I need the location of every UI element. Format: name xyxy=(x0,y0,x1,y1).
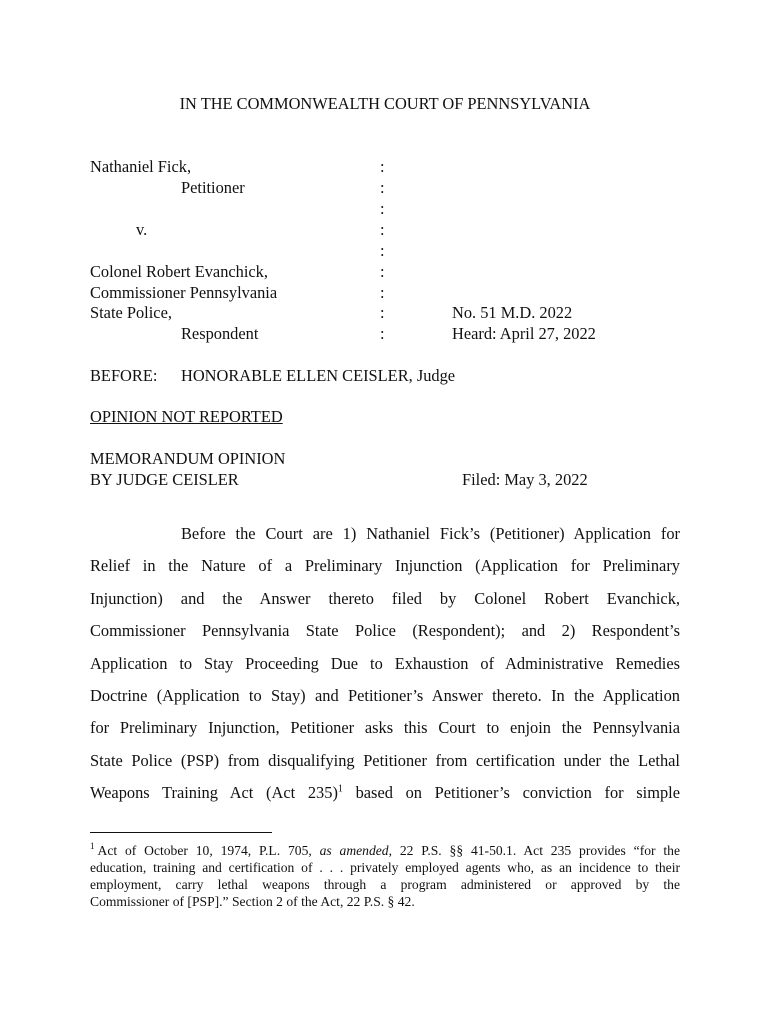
caption-colon: : xyxy=(380,241,385,260)
respondent-name: Colonel Robert Evanchick, xyxy=(90,262,268,281)
footnote-line xyxy=(90,842,680,859)
footnote-line: employment, carry lethal weapons through a program administered or approved by the xyxy=(90,877,680,892)
body-line: for Preliminary Injunction, Petitioner asks this Court to enjoin the Pennsylvania xyxy=(90,718,680,738)
footnote-text: Act of October 10, 1974, P.L. 705, xyxy=(97,843,320,858)
caption-colon: : xyxy=(380,283,385,302)
footnote-italic-text: as amended xyxy=(319,843,389,858)
body-line: Doctrine (Application to Stay) and Petitioner’s Answer thereto. In the Application xyxy=(90,686,680,706)
opinion-status: OPINION NOT REPORTED xyxy=(90,407,283,426)
caption-colon: : xyxy=(380,262,385,281)
petitioner-role: Petitioner xyxy=(181,178,245,197)
caption-colon: : xyxy=(380,324,385,343)
footnote-line: Commissioner of [PSP].” Section 2 of the Act, 22 P.S. § 42. xyxy=(90,894,415,909)
filed-date: Filed: May 3, 2022 xyxy=(462,470,588,489)
caption-colon: : xyxy=(380,178,385,197)
opinion-body xyxy=(90,518,680,810)
heard-date: Heard: April 27, 2022 xyxy=(452,324,596,343)
footnote-text: , 22 P.S. §§ 41-50.1. Act 235 provides “for the xyxy=(388,843,681,858)
body-line: Before the Court are 1) Nathaniel Fick’s (Petitioner) Application for xyxy=(181,524,680,543)
respondent-title: Commissioner Pennsylvania xyxy=(90,283,278,302)
caption-colon: : xyxy=(380,199,385,218)
body-line: State Police (PSP) from disqualifying Petitioner from certification under the Lethal xyxy=(90,750,680,770)
docket-number: No. 51 M.D. 2022 xyxy=(452,303,573,322)
respondent-role: Respondent xyxy=(181,324,259,343)
respondent-agency: State Police, xyxy=(90,303,172,322)
body-line: Relief in the Nature of a Preliminary Injunction (Application for Preliminary xyxy=(90,556,680,576)
court-title: IN THE COMMONWEALTH COURT OF PENNSYLVANIA xyxy=(179,94,591,113)
body-line: Injunction) and the Answer thereto filed by Colonel Robert Evanchick, xyxy=(90,588,680,608)
body-line-last xyxy=(90,777,680,809)
footnote-reference[interactable]: 1 xyxy=(337,783,343,795)
body-text-segment: based on Petitioner’s conviction for simple xyxy=(342,783,680,803)
memorandum-title: MEMORANDUM OPINION xyxy=(90,449,286,468)
caption-colon: : xyxy=(380,303,385,322)
caption-colon: : xyxy=(380,157,385,176)
footnote-line: education, training and certification of . . . privately employed agents who, as an incidence to their xyxy=(90,860,680,875)
memorandum-author: BY JUDGE CEISLER xyxy=(90,470,239,489)
body-line: Application to Stay Proceeding Due to Exhaustion of Administrative Remedies xyxy=(90,653,680,673)
before-judge: HONORABLE ELLEN CEISLER, Judge xyxy=(181,366,456,385)
versus-label: v. xyxy=(136,220,148,239)
footnote xyxy=(90,842,680,910)
footnote-number: 1 xyxy=(90,841,95,852)
body-line: Commissioner Pennsylvania State Police (Respondent); and 2) Respondent’s xyxy=(90,621,680,641)
petitioner-name: Nathaniel Fick, xyxy=(90,157,192,176)
body-text-segment: Weapons Training Act (Act 235) xyxy=(90,783,338,803)
before-label: BEFORE: xyxy=(90,366,158,385)
footnote-divider xyxy=(90,832,272,833)
caption-colon: : xyxy=(380,220,385,239)
